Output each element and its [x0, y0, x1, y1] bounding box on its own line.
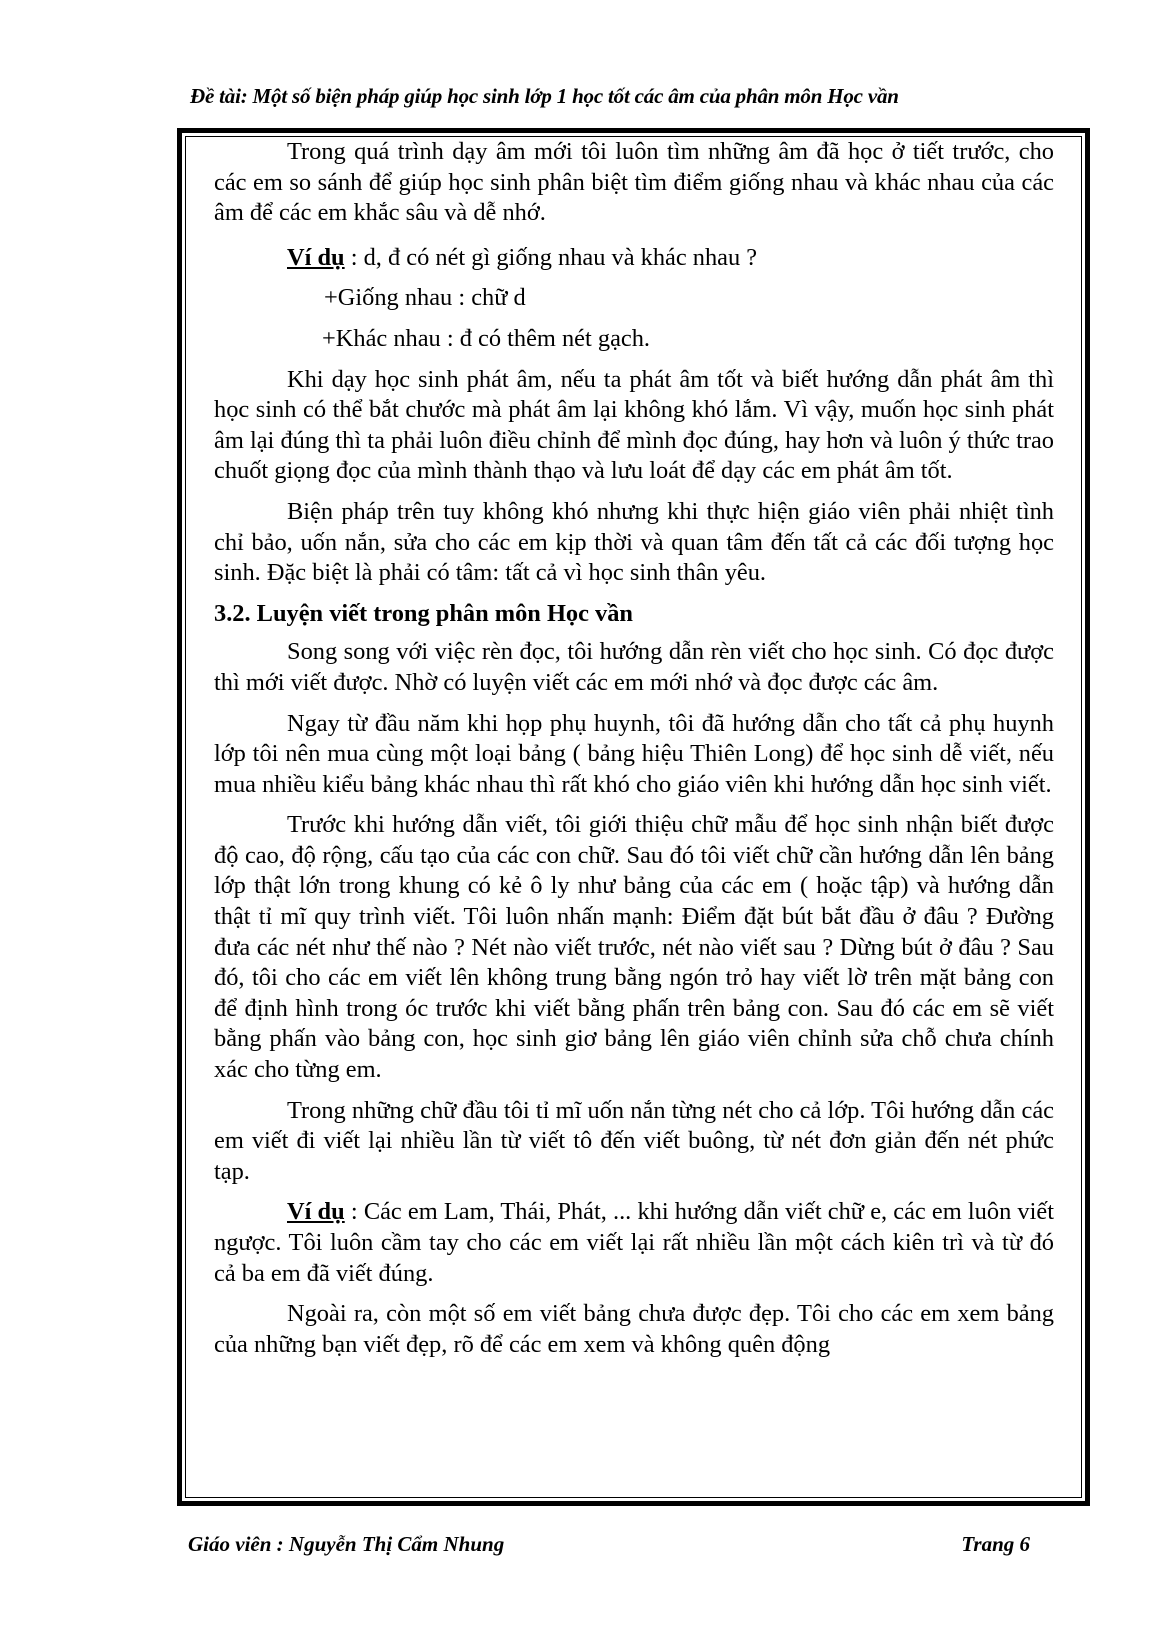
page-frame	[177, 128, 1090, 1506]
example-1-label: Ví dụ	[287, 243, 345, 271]
paragraph-3: Biện pháp trên tuy không khó nhưng khi thực hiện giáo viên phải nhiệt tình chỉ bảo, uốn nắn, sửa cho các em kịp thời và quan tâm đến tất cả các đối tượng học sinh. Đặc biệt là phải có tâm: tất cả vì học sinh thân yêu.	[214, 497, 1054, 587]
example-1	[214, 243, 1054, 274]
paragraph-8: Ngoài ra, còn một số em viết bảng chưa được đẹp. Tôi cho các em xem bảng của những bạn viết đẹp, rõ để các em xem và không quên động	[214, 1300, 1054, 1358]
section-heading: 3.2. Luyện viết trong phân môn Học vần	[214, 599, 633, 627]
page-header	[190, 84, 1070, 109]
page-footer	[188, 1532, 1030, 1557]
paragraph-2: Khi dạy học sinh phát âm, nếu ta phát âm tốt và biết hướng dẫn phát âm thì học sinh có thể bắt chước mà phát âm lại không khó lắm. Vì vậy, muốn học sinh phát âm lại đúng thì ta phải luôn điều chỉnh để mình đọc đúng, hay hơn và luôn ý thức trao chuốt giọng đọc của mình thành thạo và lưu loát để dạy các em phát âm tốt.	[214, 365, 1054, 485]
footer-teacher: Giáo viên : Nguyễn Thị Cẩm Nhung	[188, 1532, 505, 1556]
example-2	[214, 1197, 1054, 1289]
paragraph-7: Trong những chữ đầu tôi tỉ mĩ uốn nắn từng nét cho cả lớp. Tôi hướng dẫn các em viết đi viết lại nhiều lần từ viết tô đến viết buông, từ nét đơn giản đến nét phức tạp.	[214, 1096, 1054, 1185]
example-1-diff: +Khác nhau : đ có thêm nét gạch.	[322, 324, 651, 352]
paragraph-5: Ngay từ đầu năm khi họp phụ huynh, tôi đã hướng dẫn cho tất cả phụ huynh lớp tôi nên mua cùng một loại bảng ( bảng hiệu Thiên Long) để học sinh dễ viết, nếu mua nhiều kiểu bảng khác nhau thì rất khó cho giáo viên khi hướng dẫn học sinh viết.	[214, 709, 1054, 798]
example-1-text: : d, đ có nét gì giống nhau và khác nhau ?	[344, 243, 758, 271]
page-content	[214, 137, 1054, 1370]
example-2-label: Ví dụ	[287, 1198, 345, 1226]
paragraph-1: Trong quá trình dạy âm mới tôi luôn tìm những âm đã học ở tiết trước, cho các em so sánh để giúp học sinh phân biệt tìm điểm giống nhau và khác nhau của các âm để các em khắc sâu và dễ nhớ.	[214, 138, 1054, 227]
example-2-text: : Các em Lam, Thái, Phát, ... khi hướng dẫn viết chữ e, các em luôn viết ngược. Tôi luôn cầm tay cho các em viết lại rất nhiều lần một cách kiên trì và từ đó cả ba em đã viết đúng.	[214, 1198, 1055, 1287]
example-1-same: +Giống nhau : chữ d	[324, 284, 526, 312]
paragraph-4: Song song với việc rèn đọc, tôi hướng dẫn rèn viết cho học sinh. Có đọc được thì mới viết được. Nhờ có luyện viết các em mới nhớ và đọc được các âm.	[214, 638, 1054, 696]
header-title: Đề tài: Một số biện pháp giúp học sinh lớp 1 học tốt các âm của phân môn Học vần	[190, 84, 899, 108]
footer-page-number: Trang 6	[961, 1532, 1030, 1556]
paragraph-6: Trước khi hướng dẫn viết, tôi giới thiệu chữ mẫu để học sinh nhận biết được độ cao, độ rộng, cấu tạo của các con chữ. Sau đó tôi viết chữ cần hướng dẫn lên bảng lớp thật lớn trong khung có kẻ ô ly như bảng của các em ( hoặc tập) và hướng dẫn thật tỉ mĩ quy trình viết. Tôi luôn nhấn mạnh: Điểm đặt bút bắt đầu ở đâu ? Đường đưa các nét như thế nào ? Nét nào viết trước, nét nào viết sau ? Dừng bút ở đâu ? Sau đó, tôi cho các em viết lên không trung bằng ngón trỏ hay viết lờ trên mặt bảng con để định hình trong óc trước khi viết bằng phấn trên bảng con. Sau đó các em sẽ viết bằng phấn vào bảng con, học sinh giơ bảng lên giáo viên chỉnh sửa chỗ chưa chính xác cho từng em.	[214, 811, 1054, 1084]
